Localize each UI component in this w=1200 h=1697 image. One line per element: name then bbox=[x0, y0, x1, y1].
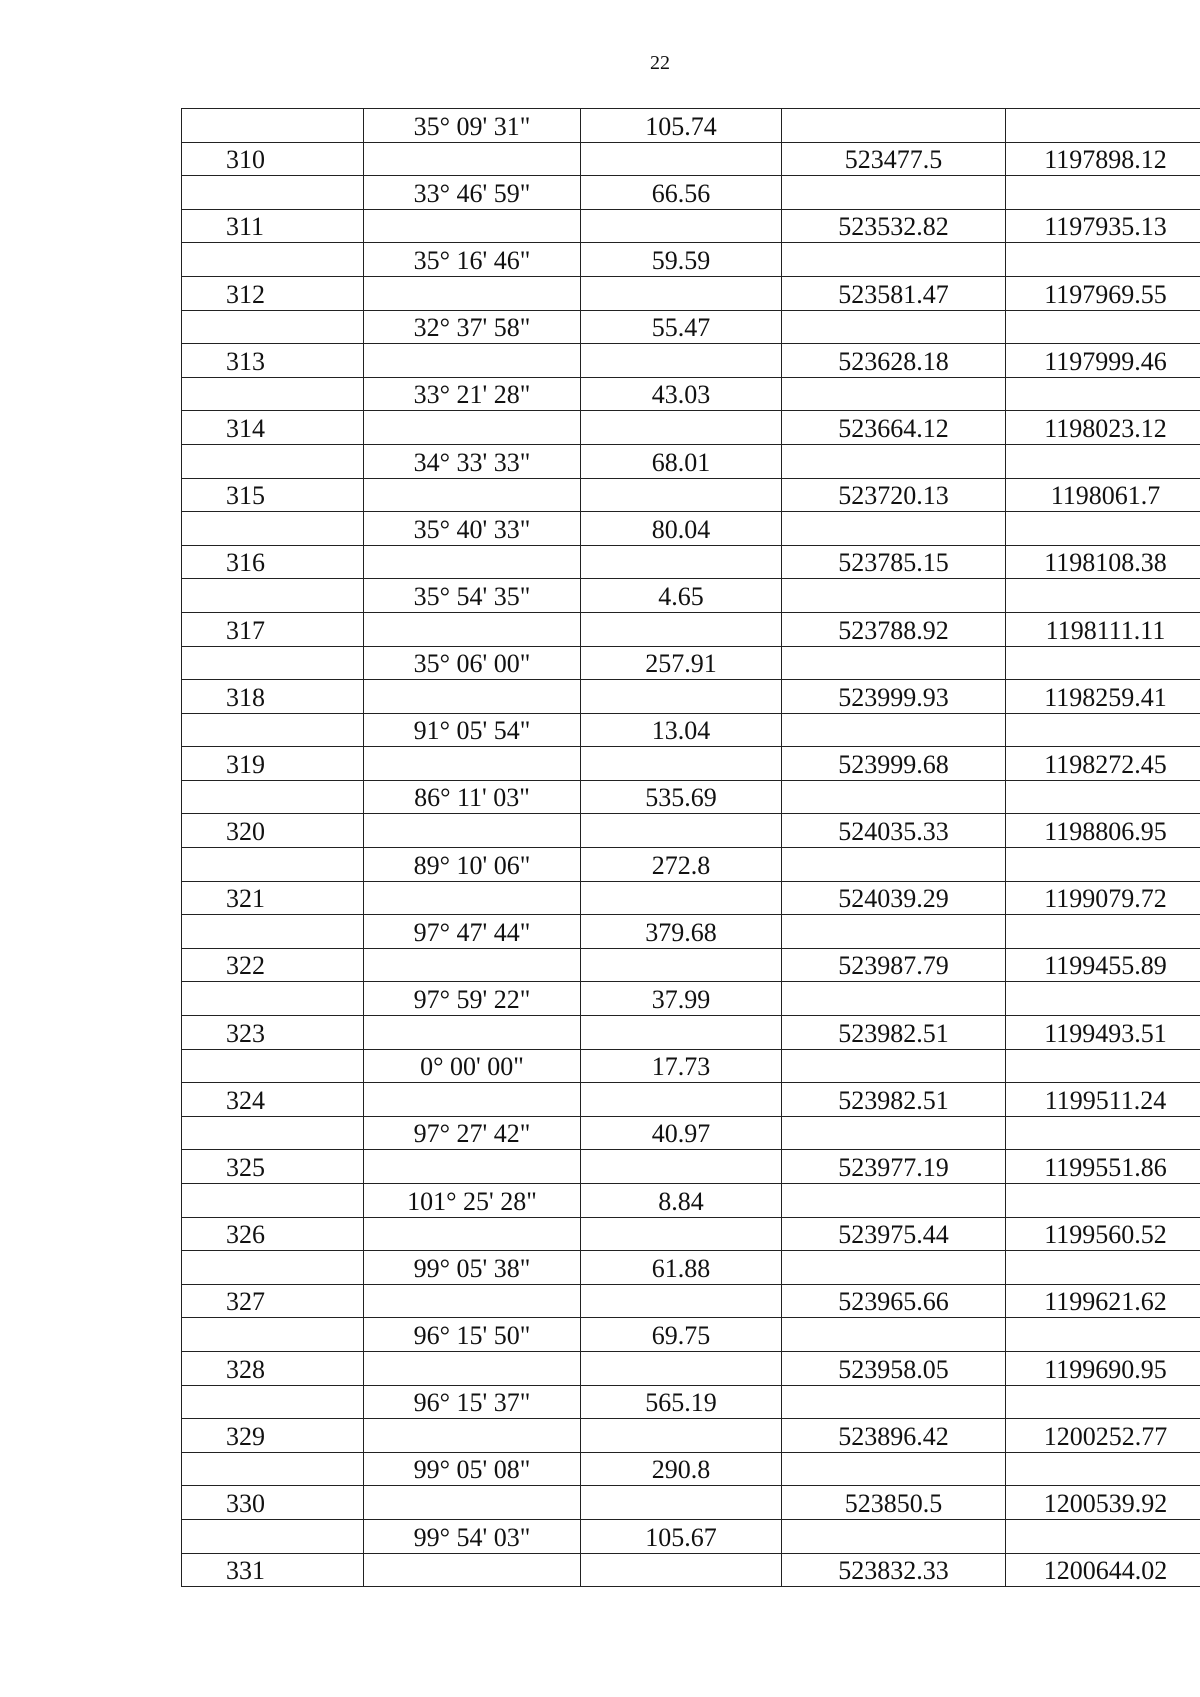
easting-cell bbox=[1006, 1116, 1200, 1150]
easting-cell: 1197999.46 bbox=[1006, 344, 1200, 378]
distance-cell bbox=[581, 680, 782, 714]
bearing-cell bbox=[364, 1150, 581, 1184]
bearing-cell: 99° 54' 03" bbox=[364, 1519, 581, 1553]
bearing-cell: 33° 21' 28" bbox=[364, 377, 581, 411]
northing-cell: 523999.93 bbox=[782, 680, 1006, 714]
station-cell: 330 bbox=[182, 1486, 364, 1520]
easting-cell bbox=[1006, 646, 1200, 680]
bearing-cell: 35° 09' 31" bbox=[364, 109, 581, 143]
bearing-cell: 96° 15' 37" bbox=[364, 1385, 581, 1419]
station-cell bbox=[182, 982, 364, 1016]
station-cell: 317 bbox=[182, 612, 364, 646]
distance-cell bbox=[581, 612, 782, 646]
northing-cell: 523785.15 bbox=[782, 545, 1006, 579]
easting-cell: 1198061.7 bbox=[1006, 478, 1200, 512]
bearing-cell: 32° 37' 58" bbox=[364, 310, 581, 344]
northing-cell: 523999.68 bbox=[782, 747, 1006, 781]
easting-cell bbox=[1006, 310, 1200, 344]
bearing-cell bbox=[364, 142, 581, 176]
distance-cell: 535.69 bbox=[581, 780, 782, 814]
bearing-cell bbox=[364, 545, 581, 579]
bearing-cell bbox=[364, 478, 581, 512]
easting-cell bbox=[1006, 579, 1200, 613]
distance-cell: 105.74 bbox=[581, 109, 782, 143]
leg-row bbox=[182, 848, 1200, 882]
station-cell bbox=[182, 512, 364, 546]
leg-row bbox=[182, 1251, 1200, 1285]
easting-cell: 1197935.13 bbox=[1006, 209, 1200, 243]
distance-cell: 61.88 bbox=[581, 1251, 782, 1285]
leg-row bbox=[182, 1184, 1200, 1218]
northing-cell: 523788.92 bbox=[782, 612, 1006, 646]
station-row bbox=[182, 1351, 1200, 1385]
northing-cell: 523664.12 bbox=[782, 411, 1006, 445]
leg-row bbox=[182, 1116, 1200, 1150]
distance-cell bbox=[581, 881, 782, 915]
bearing-cell: 86° 11' 03" bbox=[364, 780, 581, 814]
northing-cell: 523982.51 bbox=[782, 1016, 1006, 1050]
station-cell bbox=[182, 1385, 364, 1419]
bearing-cell bbox=[364, 948, 581, 982]
station-cell bbox=[182, 310, 364, 344]
leg-row bbox=[182, 915, 1200, 949]
station-cell: 325 bbox=[182, 1150, 364, 1184]
northing-cell bbox=[782, 1184, 1006, 1218]
northing-cell bbox=[782, 176, 1006, 210]
easting-cell: 1199079.72 bbox=[1006, 881, 1200, 915]
leg-row bbox=[182, 1452, 1200, 1486]
easting-cell bbox=[1006, 1452, 1200, 1486]
easting-cell: 1198023.12 bbox=[1006, 411, 1200, 445]
northing-cell: 523982.51 bbox=[782, 1083, 1006, 1117]
distance-cell: 13.04 bbox=[581, 713, 782, 747]
bearing-cell bbox=[364, 344, 581, 378]
northing-cell bbox=[782, 579, 1006, 613]
distance-cell: 379.68 bbox=[581, 915, 782, 949]
northing-cell bbox=[782, 1452, 1006, 1486]
northing-cell bbox=[782, 1385, 1006, 1419]
bearing-cell bbox=[364, 411, 581, 445]
easting-cell bbox=[1006, 713, 1200, 747]
easting-cell: 1199511.24 bbox=[1006, 1083, 1200, 1117]
station-cell bbox=[182, 713, 364, 747]
station-cell bbox=[182, 109, 364, 143]
station-cell bbox=[182, 1519, 364, 1553]
leg-row bbox=[182, 243, 1200, 277]
station-cell: 329 bbox=[182, 1419, 364, 1453]
bearing-cell bbox=[364, 1217, 581, 1251]
station-cell bbox=[182, 915, 364, 949]
northing-cell: 523958.05 bbox=[782, 1351, 1006, 1385]
station-row bbox=[182, 680, 1200, 714]
distance-cell bbox=[581, 948, 782, 982]
bearing-cell bbox=[364, 1553, 581, 1587]
distance-cell: 565.19 bbox=[581, 1385, 782, 1419]
distance-cell: 17.73 bbox=[581, 1049, 782, 1083]
station-row bbox=[182, 1553, 1200, 1587]
bearing-cell bbox=[364, 612, 581, 646]
northing-cell bbox=[782, 915, 1006, 949]
bearing-cell: 89° 10' 06" bbox=[364, 848, 581, 882]
distance-cell bbox=[581, 1284, 782, 1318]
station-cell: 321 bbox=[182, 881, 364, 915]
station-cell bbox=[182, 1116, 364, 1150]
station-row bbox=[182, 612, 1200, 646]
northing-cell bbox=[782, 1519, 1006, 1553]
station-cell bbox=[182, 646, 364, 680]
leg-row bbox=[182, 1385, 1200, 1419]
bearing-cell: 99° 05' 08" bbox=[364, 1452, 581, 1486]
easting-cell: 1198259.41 bbox=[1006, 680, 1200, 714]
bearing-cell: 97° 47' 44" bbox=[364, 915, 581, 949]
northing-cell bbox=[782, 1049, 1006, 1083]
northing-cell: 524035.33 bbox=[782, 814, 1006, 848]
station-cell bbox=[182, 1184, 364, 1218]
easting-cell bbox=[1006, 780, 1200, 814]
bearing-cell: 34° 33' 33" bbox=[364, 444, 581, 478]
distance-cell bbox=[581, 545, 782, 579]
leg-row bbox=[182, 377, 1200, 411]
northing-cell: 524039.29 bbox=[782, 881, 1006, 915]
station-cell bbox=[182, 848, 364, 882]
bearing-cell bbox=[364, 209, 581, 243]
station-row bbox=[182, 1150, 1200, 1184]
station-cell: 314 bbox=[182, 411, 364, 445]
distance-cell bbox=[581, 344, 782, 378]
station-cell: 316 bbox=[182, 545, 364, 579]
bearing-cell: 35° 06' 00" bbox=[364, 646, 581, 680]
northing-cell: 523477.5 bbox=[782, 142, 1006, 176]
distance-cell bbox=[581, 209, 782, 243]
easting-cell: 1199493.51 bbox=[1006, 1016, 1200, 1050]
easting-cell: 1199621.62 bbox=[1006, 1284, 1200, 1318]
northing-cell bbox=[782, 1251, 1006, 1285]
easting-cell bbox=[1006, 915, 1200, 949]
northing-cell bbox=[782, 444, 1006, 478]
easting-cell bbox=[1006, 243, 1200, 277]
station-row bbox=[182, 1419, 1200, 1453]
easting-cell bbox=[1006, 1049, 1200, 1083]
easting-cell bbox=[1006, 1519, 1200, 1553]
leg-row bbox=[182, 713, 1200, 747]
distance-cell: 257.91 bbox=[581, 646, 782, 680]
northing-cell: 523987.79 bbox=[782, 948, 1006, 982]
station-row bbox=[182, 1083, 1200, 1117]
easting-cell bbox=[1006, 848, 1200, 882]
easting-cell bbox=[1006, 444, 1200, 478]
station-cell bbox=[182, 1251, 364, 1285]
distance-cell bbox=[581, 1016, 782, 1050]
easting-cell bbox=[1006, 1318, 1200, 1352]
bearing-cell bbox=[364, 276, 581, 310]
bearing-cell: 91° 05' 54" bbox=[364, 713, 581, 747]
easting-cell bbox=[1006, 109, 1200, 143]
distance-cell: 68.01 bbox=[581, 444, 782, 478]
northing-cell: 523977.19 bbox=[782, 1150, 1006, 1184]
station-cell bbox=[182, 243, 364, 277]
easting-cell bbox=[1006, 512, 1200, 546]
easting-cell: 1200252.77 bbox=[1006, 1419, 1200, 1453]
easting-cell bbox=[1006, 982, 1200, 1016]
bearing-cell: 35° 16' 46" bbox=[364, 243, 581, 277]
leg-row bbox=[182, 780, 1200, 814]
station-row bbox=[182, 478, 1200, 512]
northing-cell: 523965.66 bbox=[782, 1284, 1006, 1318]
bearing-cell bbox=[364, 1419, 581, 1453]
bearing-cell: 97° 27' 42" bbox=[364, 1116, 581, 1150]
northing-cell: 523532.82 bbox=[782, 209, 1006, 243]
station-row bbox=[182, 948, 1200, 982]
leg-row bbox=[182, 1049, 1200, 1083]
leg-row bbox=[182, 109, 1200, 143]
distance-cell bbox=[581, 1486, 782, 1520]
bearing-cell bbox=[364, 747, 581, 781]
station-cell: 326 bbox=[182, 1217, 364, 1251]
easting-cell bbox=[1006, 176, 1200, 210]
bearing-cell: 97° 59' 22" bbox=[364, 982, 581, 1016]
easting-cell: 1199455.89 bbox=[1006, 948, 1200, 982]
easting-cell: 1200539.92 bbox=[1006, 1486, 1200, 1520]
easting-cell: 1197898.12 bbox=[1006, 142, 1200, 176]
distance-cell: 66.56 bbox=[581, 176, 782, 210]
leg-row bbox=[182, 646, 1200, 680]
station-row bbox=[182, 881, 1200, 915]
distance-cell bbox=[581, 747, 782, 781]
bearing-cell bbox=[364, 1284, 581, 1318]
easting-cell: 1198111.11 bbox=[1006, 612, 1200, 646]
station-cell: 319 bbox=[182, 747, 364, 781]
distance-cell bbox=[581, 814, 782, 848]
distance-cell bbox=[581, 1419, 782, 1453]
station-cell bbox=[182, 1049, 364, 1083]
easting-cell: 1200644.02 bbox=[1006, 1553, 1200, 1587]
northing-cell bbox=[782, 646, 1006, 680]
station-cell bbox=[182, 579, 364, 613]
station-row bbox=[182, 142, 1200, 176]
easting-cell: 1198806.95 bbox=[1006, 814, 1200, 848]
station-row bbox=[182, 1486, 1200, 1520]
easting-cell: 1198272.45 bbox=[1006, 747, 1200, 781]
table-body bbox=[182, 109, 1200, 1587]
easting-cell bbox=[1006, 1251, 1200, 1285]
distance-cell bbox=[581, 1351, 782, 1385]
station-cell: 328 bbox=[182, 1351, 364, 1385]
station-cell: 310 bbox=[182, 142, 364, 176]
bearing-cell: 33° 46' 59" bbox=[364, 176, 581, 210]
northing-cell: 523832.33 bbox=[782, 1553, 1006, 1587]
station-cell: 318 bbox=[182, 680, 364, 714]
station-cell bbox=[182, 1452, 364, 1486]
survey-coordinate-table bbox=[181, 108, 1200, 1587]
station-row bbox=[182, 209, 1200, 243]
bearing-cell bbox=[364, 1486, 581, 1520]
easting-cell: 1199551.86 bbox=[1006, 1150, 1200, 1184]
leg-row bbox=[182, 512, 1200, 546]
northing-cell: 523628.18 bbox=[782, 344, 1006, 378]
northing-cell bbox=[782, 1318, 1006, 1352]
northing-cell bbox=[782, 982, 1006, 1016]
northing-cell bbox=[782, 243, 1006, 277]
distance-cell: 55.47 bbox=[581, 310, 782, 344]
station-cell bbox=[182, 444, 364, 478]
leg-row bbox=[182, 1318, 1200, 1352]
station-cell bbox=[182, 1318, 364, 1352]
station-cell: 315 bbox=[182, 478, 364, 512]
bearing-cell: 101° 25' 28" bbox=[364, 1184, 581, 1218]
station-cell: 311 bbox=[182, 209, 364, 243]
easting-cell: 1199690.95 bbox=[1006, 1351, 1200, 1385]
northing-cell bbox=[782, 848, 1006, 882]
station-cell: 313 bbox=[182, 344, 364, 378]
station-row bbox=[182, 276, 1200, 310]
bearing-cell bbox=[364, 680, 581, 714]
station-cell bbox=[182, 780, 364, 814]
distance-cell bbox=[581, 1553, 782, 1587]
distance-cell bbox=[581, 1150, 782, 1184]
northing-cell: 523975.44 bbox=[782, 1217, 1006, 1251]
station-row bbox=[182, 1217, 1200, 1251]
distance-cell bbox=[581, 1083, 782, 1117]
northing-cell bbox=[782, 1116, 1006, 1150]
distance-cell: 43.03 bbox=[581, 377, 782, 411]
easting-cell: 1197969.55 bbox=[1006, 276, 1200, 310]
distance-cell bbox=[581, 1217, 782, 1251]
station-row bbox=[182, 1284, 1200, 1318]
easting-cell bbox=[1006, 1385, 1200, 1419]
station-row bbox=[182, 1016, 1200, 1050]
northing-cell: 523896.42 bbox=[782, 1419, 1006, 1453]
bearing-cell bbox=[364, 814, 581, 848]
northing-cell bbox=[782, 310, 1006, 344]
easting-cell bbox=[1006, 377, 1200, 411]
page-number: 22 bbox=[650, 52, 670, 74]
station-row bbox=[182, 545, 1200, 579]
northing-cell: 523850.5 bbox=[782, 1486, 1006, 1520]
station-cell: 331 bbox=[182, 1553, 364, 1587]
station-cell: 312 bbox=[182, 276, 364, 310]
northing-cell bbox=[782, 713, 1006, 747]
station-cell: 322 bbox=[182, 948, 364, 982]
bearing-cell bbox=[364, 1016, 581, 1050]
easting-cell: 1199560.52 bbox=[1006, 1217, 1200, 1251]
distance-cell: 8.84 bbox=[581, 1184, 782, 1218]
distance-cell: 272.8 bbox=[581, 848, 782, 882]
bearing-cell: 35° 54' 35" bbox=[364, 579, 581, 613]
easting-cell bbox=[1006, 1184, 1200, 1218]
northing-cell bbox=[782, 109, 1006, 143]
station-cell: 320 bbox=[182, 814, 364, 848]
bearing-cell bbox=[364, 1351, 581, 1385]
bearing-cell bbox=[364, 881, 581, 915]
distance-cell: 4.65 bbox=[581, 579, 782, 613]
northing-cell: 523581.47 bbox=[782, 276, 1006, 310]
northing-cell bbox=[782, 780, 1006, 814]
station-cell: 323 bbox=[182, 1016, 364, 1050]
distance-cell: 290.8 bbox=[581, 1452, 782, 1486]
leg-row bbox=[182, 176, 1200, 210]
leg-row bbox=[182, 579, 1200, 613]
distance-cell bbox=[581, 276, 782, 310]
station-row bbox=[182, 411, 1200, 445]
station-cell: 327 bbox=[182, 1284, 364, 1318]
station-cell bbox=[182, 377, 364, 411]
distance-cell bbox=[581, 142, 782, 176]
northing-cell bbox=[782, 377, 1006, 411]
distance-cell: 37.99 bbox=[581, 982, 782, 1016]
leg-row bbox=[182, 1519, 1200, 1553]
leg-row bbox=[182, 444, 1200, 478]
station-cell: 324 bbox=[182, 1083, 364, 1117]
leg-row bbox=[182, 310, 1200, 344]
distance-cell: 59.59 bbox=[581, 243, 782, 277]
bearing-cell: 0° 00' 00" bbox=[364, 1049, 581, 1083]
bearing-cell: 96° 15' 50" bbox=[364, 1318, 581, 1352]
easting-cell: 1198108.38 bbox=[1006, 545, 1200, 579]
northing-cell: 523720.13 bbox=[782, 478, 1006, 512]
bearing-cell: 99° 05' 38" bbox=[364, 1251, 581, 1285]
distance-cell: 69.75 bbox=[581, 1318, 782, 1352]
distance-cell bbox=[581, 478, 782, 512]
northing-cell bbox=[782, 512, 1006, 546]
distance-cell: 80.04 bbox=[581, 512, 782, 546]
distance-cell: 105.67 bbox=[581, 1519, 782, 1553]
leg-row bbox=[182, 982, 1200, 1016]
distance-cell bbox=[581, 411, 782, 445]
station-row bbox=[182, 814, 1200, 848]
station-row bbox=[182, 344, 1200, 378]
station-row bbox=[182, 747, 1200, 781]
station-cell bbox=[182, 176, 364, 210]
distance-cell: 40.97 bbox=[581, 1116, 782, 1150]
bearing-cell bbox=[364, 1083, 581, 1117]
bearing-cell: 35° 40' 33" bbox=[364, 512, 581, 546]
